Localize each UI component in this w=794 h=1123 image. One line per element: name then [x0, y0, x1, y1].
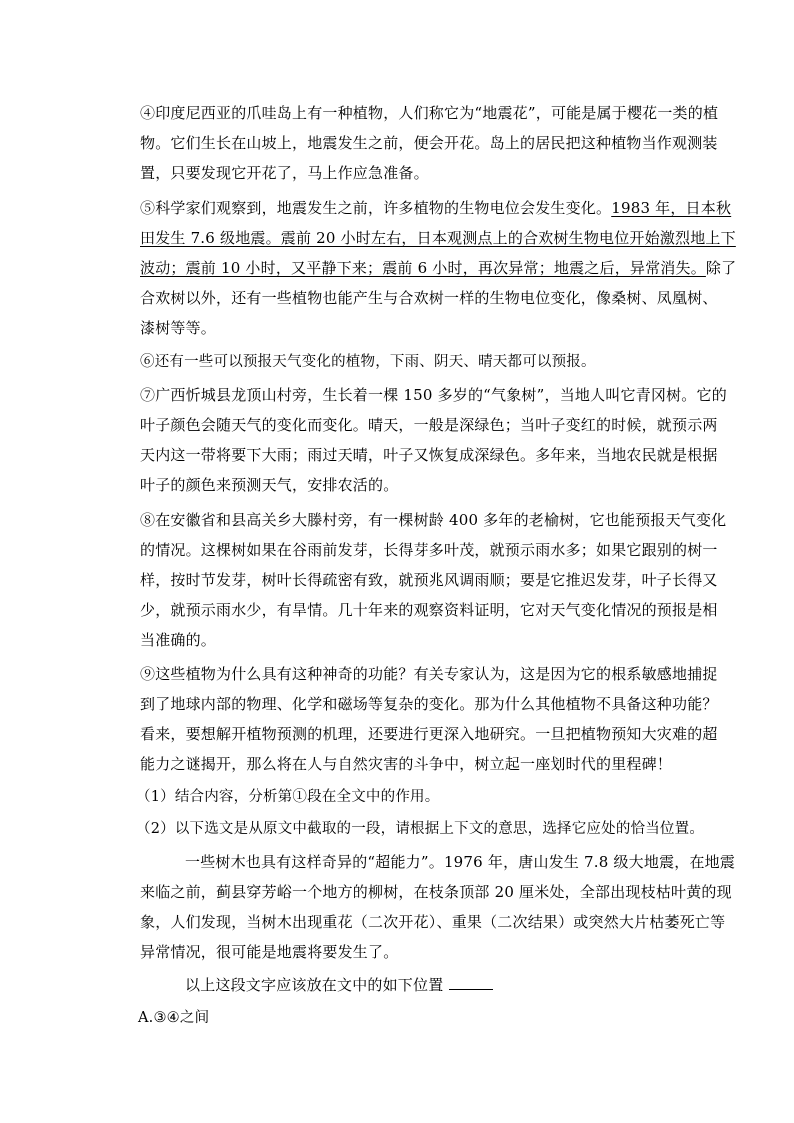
para-4-line-3: 置，只要发现它开花了，马上作应急准备。 [140, 164, 429, 182]
para-5-line-5: 漆树等等。 [140, 319, 217, 337]
para-8-line-1: ⑧在安徽省和县高关乡大滕村旁，有一棵树龄 400 多年的老榆树，它也能预报天气变化 [140, 511, 727, 529]
para-7-line-4: 叶子的颜色来预测天气，安排农活的。 [140, 476, 399, 494]
para-5-line-3 [140, 258, 736, 278]
excerpt-line-3: 象，人们发现，当树木出现重花（二次开花）、重果（二次结果）或突然大片枯萎死亡等 [140, 913, 726, 931]
para-5-underlined: 波动；震前 10 小时，又平静下来；震前 6 小时，再次异常；地震之后，异常消失。 [140, 259, 706, 277]
para-7-line-3: 天内这一带将要下大雨；雨过天晴，叶子又恢复成深绿色。多年来，当地农民就是根据 [140, 446, 718, 464]
para-5-line-4: 合欢树以外，还有一些植物也能产生与合欢树一样的生物电位变化，像桑树、凤凰树、 [140, 289, 718, 307]
para-8-line-5: 当准确的。 [140, 631, 217, 649]
para-9-line-1: ⑨这些植物为什么具有这种神奇的功能？有关专家认为，这是因为它的根系敏感地捕捉 [140, 665, 718, 683]
para-5-text: ⑤科学家们观察到，地震发生之前，许多植物的生物电位会发生变化。 [140, 199, 612, 217]
question-2: （2）以下选文是从原文中截取的一段，请根据上下文的意思，选择它应处的恰当位置。 [136, 821, 705, 837]
excerpt-line-4: 异常情况，很可能是地震将要发生了。 [140, 943, 399, 961]
para-7-line-2: 叶子颜色会随天气的变化而变化。晴天，一般是深绿色；当叶子变红的时候，就预示两 [140, 416, 718, 434]
para-5-text: 除了 [705, 259, 737, 277]
question-1: （1）结合内容，分析第①段在全文中的作用。 [136, 789, 440, 805]
para-9-line-3: 看来，要想解开植物预测的机理，还要进行更深入地研究。一旦把植物预知大灾难的超 [140, 725, 718, 743]
para-4-line-2: 物。它们生长在山坡上，地震发生之前，便会开花。岛上的居民把这种植物当作观测装 [140, 134, 718, 152]
para-5-line-2 [140, 228, 736, 248]
answer-blank[interactable] [449, 975, 493, 990]
para-8-line-2: 的情况。这棵树如果在谷雨前发芽，长得芽多叶茂，就预示雨水多；如果它跟别的树一 [140, 541, 718, 559]
para-6-line-1: ⑥还有一些可以预报天气变化的植物，下雨、阴天、晴天都可以预报。 [140, 354, 596, 370]
excerpt-line-1: 一些树木也具有这样奇异的“超能力”。1976 年，唐山发生 7.8 级大地震，在地震 [185, 853, 736, 871]
para-8-line-4: 少，就预示雨水少，有旱情。几十年来的观察资料证明，它对天气变化情况的预报是相 [140, 601, 718, 619]
para-5-line-1 [140, 198, 731, 218]
para-9-line-4: 能力之谜揭开，那么将在人与自然灾害的斗争中，树立起一座划时代的里程碑！ [140, 755, 673, 773]
para-7-line-1: ⑦广西忻城县龙顶山村旁，生长着一棵 150 多岁的“气象树”，当地人叫它青冈树。它的 [140, 386, 727, 404]
para-8-line-3: 样，按时节发芽，树叶长得疏密有致，就预兆风调雨顺；要是它推迟发芽，叶子长得又 [140, 571, 718, 589]
answer-prompt-text: 以上这段文字应该放在文中的如下位置 [185, 976, 444, 994]
para-5-underlined: 1983 年，日本秋 [611, 199, 732, 217]
answer-prompt [185, 975, 493, 995]
option-a[interactable]: A.③④之间 [138, 1010, 210, 1026]
para-5-underlined: 田发生 7.6 级地震。震前 20 小时左右，日本观测点上的合欢树生物电位开始激烈地上下 [140, 229, 736, 247]
excerpt-line-2: 来临之前，蓟县穿芳峪一个地方的柳树，在枝条顶部 20 厘米处，全部出现枝枯叶黄的现 [140, 883, 732, 901]
para-9-line-2: 到了地球内部的物理、化学和磁场等复杂的变化。那为什么其他植物不具备这种功能？ [140, 695, 718, 713]
para-4-line-1: ④印度尼西亚的爪哇岛上有一种植物，人们称它为“地震花”，可能是属于樱花一类的植 [140, 104, 719, 122]
